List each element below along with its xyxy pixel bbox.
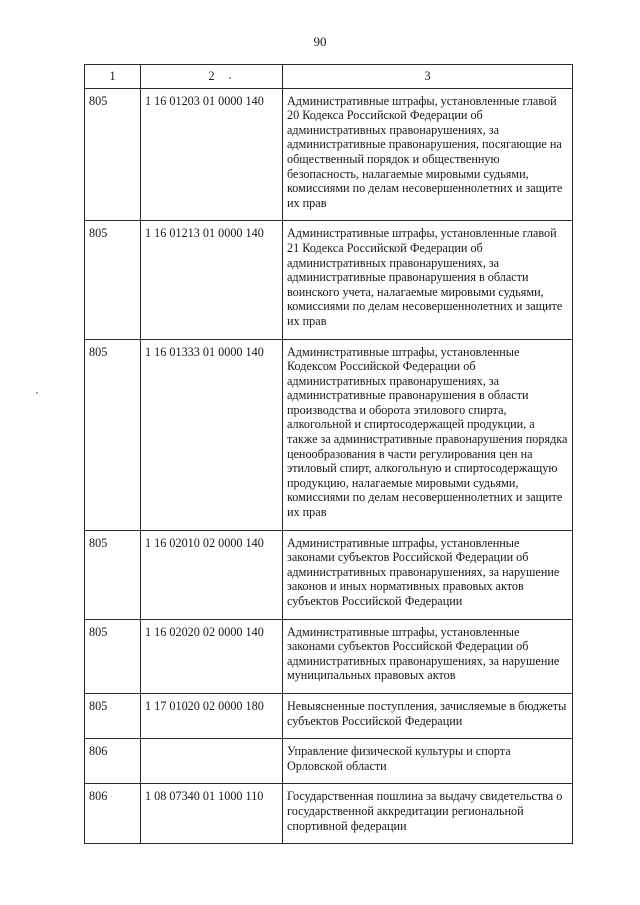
- page-number: 90: [313, 34, 327, 49]
- admin-code-cell: 805: [85, 530, 141, 619]
- revenue-code-cell: 1 16 01213 01 0000 140: [141, 221, 283, 339]
- admin-code-cell: 806: [85, 784, 141, 844]
- table-row: [85, 88, 573, 221]
- description-cell: Административные штрафы, установленные главой 21 Кодекса Российской Федерации об административных правонарушениях, за административные правонарушения в области воинского учета, налагаемые мировыми судьями, комиссиями по делам несовершеннолетних и защите их прав: [283, 221, 573, 339]
- table-row: [85, 693, 573, 738]
- description-cell: Административные штрафы, установленные законами субъектов Российской Федерации об административных правонарушениях, за нарушение законов и иных нормативных правовых актов субъектов Российской Федерации: [283, 530, 573, 619]
- revenue-code-cell: 1 16 01333 01 0000 140: [141, 339, 283, 530]
- description-cell: Управление физической культуры и спорта Орловской области: [283, 739, 573, 784]
- revenue-code-cell: 1 08 07340 01 1000 110: [141, 784, 283, 844]
- description-cell: Невыясненные поступления, зачисляемые в бюджеты субъектов Российской Федерации: [283, 693, 573, 738]
- table-row: [85, 339, 573, 530]
- scan-speck: [36, 392, 38, 394]
- description-cell: Административные штрафы, установленные законами субъектов Российской Федерации об административных правонарушениях, за нарушение муниципальных правовых актов: [283, 619, 573, 693]
- admin-code-cell: 805: [85, 619, 141, 693]
- revenue-code-cell: 1 16 02020 02 0000 140: [141, 619, 283, 693]
- admin-code-cell: 806: [85, 739, 141, 784]
- revenue-code-cell: 1 16 02010 02 0000 140: [141, 530, 283, 619]
- revenue-code-cell: 1 17 01020 02 0000 180: [141, 693, 283, 738]
- header-row: [85, 65, 573, 89]
- admin-code-cell: 805: [85, 88, 141, 221]
- revenue-codes-table: [84, 64, 573, 844]
- header-col-1: 1: [85, 65, 141, 89]
- table-row: [85, 530, 573, 619]
- admin-code-cell: 805: [85, 339, 141, 530]
- admin-code-cell: 805: [85, 693, 141, 738]
- table-header: [85, 65, 573, 89]
- table-row: [85, 739, 573, 784]
- table-row: [85, 221, 573, 339]
- table-row: [85, 784, 573, 844]
- header-col-2: 2: [141, 65, 283, 89]
- admin-code-cell: 805: [85, 221, 141, 339]
- header-col-3: 3: [283, 65, 573, 89]
- description-cell: Государственная пошлина за выдачу свидетельства о государственной аккредитации региональной спортивной федерации: [283, 784, 573, 844]
- description-cell: Административные штрафы, установленные Кодексом Российской Федерации об административных правонарушениях, за административные правонарушения в области производства и оборота этилового спирта, алкогольной и спиртосодержащей продукции, а также за административные правонарушения порядка ценообразования в части регулирования цен на этиловый спирт, алкогольную и спиртосодержащую продукцию, налагаемые мировыми судьями, комиссиями по делам несовершеннолетних и защите их прав: [283, 339, 573, 530]
- table-body: [85, 88, 573, 844]
- scan-speck: [229, 77, 231, 79]
- revenue-code-cell: 1 16 01203 01 0000 140: [141, 88, 283, 221]
- revenue-code-cell: [141, 739, 283, 784]
- description-cell: Административные штрафы, установленные главой 20 Кодекса Российской Федерации об административных правонарушениях, за административные правонарушения, посягающие на общественный порядок и общественную безопасность, налагаемые мировыми судьями, комиссиями по делам несовершеннолетних и защите их прав: [283, 88, 573, 221]
- table-row: [85, 619, 573, 693]
